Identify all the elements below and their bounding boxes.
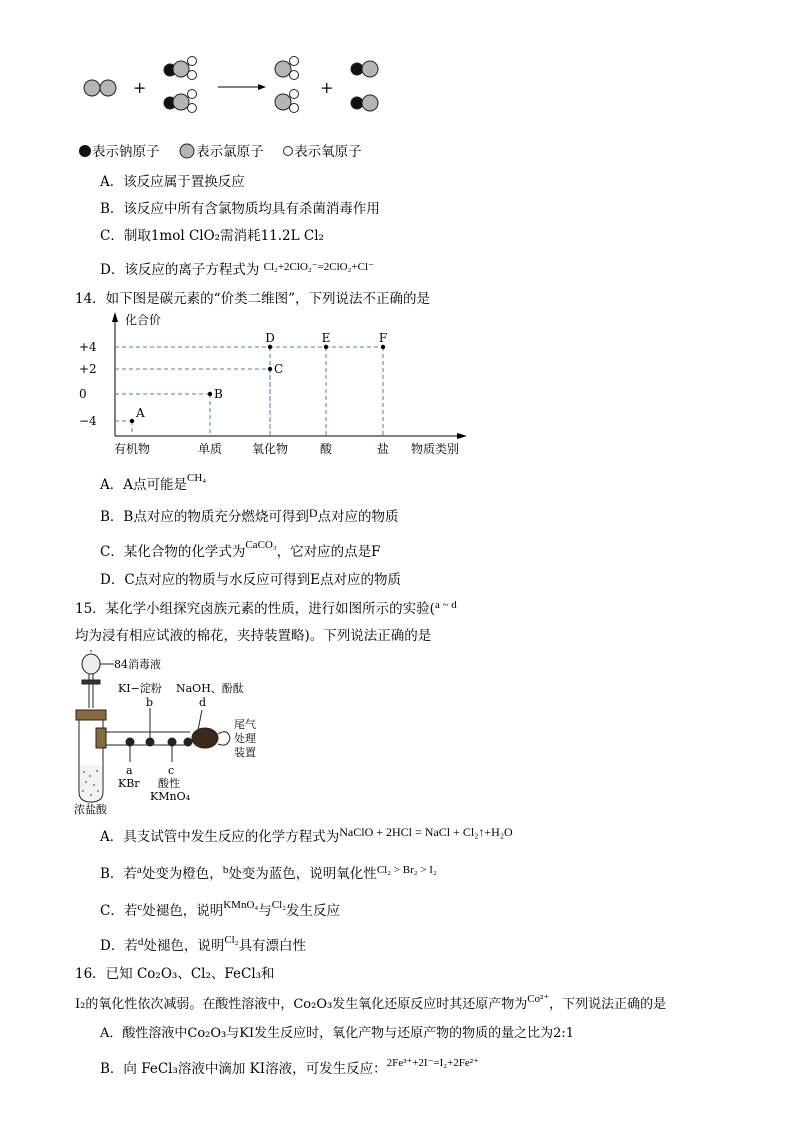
q14-stem: 14．如下图是碳元素的“价类二维图”，下列说法不正确的是	[75, 291, 430, 307]
q14-option-b-text1: B．B点对应的物质充分燃烧可得到	[100, 509, 309, 525]
data-point-B	[208, 392, 212, 396]
x-tick-label: 盐	[376, 442, 390, 456]
q14-option-c	[100, 540, 381, 560]
q15-option-c-formula2: Cl₂	[271, 899, 286, 911]
q16-stem-text2: ，下列说法正确的是	[549, 997, 667, 1012]
label-b: b	[146, 696, 154, 709]
q14-option-b-text2: 点对应的物质	[317, 509, 399, 525]
label-kmno4: KMnO₄	[150, 790, 190, 803]
q15-option-b-text2: 处变为橙色，	[141, 866, 223, 882]
sodium-legend-icon	[79, 145, 91, 157]
label-kbr: KBr	[118, 777, 140, 790]
data-point-F	[381, 345, 385, 349]
q13-option-d-formula: Cl₂+2ClO₂⁻=2ClO₂+Cl⁻	[263, 261, 374, 273]
x-tick-label: 氧化物	[251, 442, 289, 456]
svg-text:+: +	[133, 78, 147, 97]
oxygen-atom	[188, 104, 197, 113]
q14-option-d: D．C点对应的物质与水反应可得到E点对应的物质	[100, 572, 402, 588]
q15-option-d-text2: 处褪色，说明	[143, 938, 225, 954]
q15-option-a	[100, 825, 513, 845]
q16-stem-line2	[75, 993, 666, 1012]
label-ki: KI−淀粉	[118, 682, 162, 695]
cotton-d	[184, 738, 192, 746]
y-tick-label: +2	[79, 362, 97, 376]
chlorine-atom	[173, 94, 189, 110]
q15-option-b-text3: 处变为蓝色，说明氧化性	[228, 866, 377, 882]
data-label-F: F	[378, 331, 388, 345]
q15-option-c-text1: C．若	[100, 903, 138, 919]
q15-option-b-text1: B．若	[100, 866, 137, 882]
chlorine-legend-icon	[180, 144, 194, 158]
q15-option-c-text4: 发生反应	[285, 903, 340, 919]
data-label-C: C	[274, 362, 284, 376]
q14-option-a-formula: CH₄	[187, 472, 207, 484]
cotton-b	[146, 738, 154, 746]
x-tick-label: 有机物	[113, 442, 151, 456]
x-tick-label: 单质	[197, 442, 223, 456]
label-tail1: 尾气	[234, 718, 256, 731]
q15-option-b	[100, 862, 437, 882]
apparatus-diagram	[70, 650, 310, 815]
data-label-D: D	[265, 331, 275, 345]
q13-option-c: C．制取1mol ClO₂需消耗11.2L Cl₂	[100, 228, 324, 244]
oxygen-atom	[290, 90, 299, 99]
oxygen-atom	[290, 57, 299, 66]
chlorine-atom	[362, 95, 378, 111]
chlorine-atom	[275, 94, 291, 110]
q13-option-a: A．该反应属于置换反应	[100, 174, 245, 190]
data-point-E	[324, 345, 328, 349]
q15-option-b-formula: Cl₂ > Br₂ > I₂	[376, 864, 437, 876]
label-naoh: NaOH、酚酞	[176, 682, 244, 695]
q15-option-d-d: d	[137, 936, 144, 948]
q14-option-c-formula: CaCO₃	[245, 539, 277, 551]
chlorine-atom	[362, 61, 378, 77]
data-point-C	[268, 367, 272, 371]
label-d: d	[199, 696, 207, 709]
q14-option-c-text1: C．某化合物的化学式为	[100, 544, 246, 560]
q16-option-b-text: B．向 FeCl₃溶液中滴加 KI溶液，可发生反应：	[100, 1061, 387, 1077]
q13-option-b: B．该反应中所有含氯物质均具有杀菌消毒作用	[100, 201, 380, 217]
legend-sodium: 表示钠原子	[92, 144, 160, 160]
q15-option-d-formula: Cl₂	[224, 934, 239, 946]
rubber-stopper	[76, 710, 106, 720]
q15-option-d	[100, 934, 306, 954]
q14-option-a-text: A．A点可能是	[100, 477, 187, 493]
q16-option-b	[100, 1057, 479, 1077]
q14-option-b	[100, 505, 399, 525]
label-a: a	[126, 764, 133, 777]
cotton-a	[126, 738, 134, 746]
label-c: c	[168, 764, 175, 777]
x-tick-label: 酸	[319, 442, 333, 456]
q14-option-c-text2: ，它对应的点是F	[276, 544, 381, 560]
svg-text:+: +	[320, 78, 334, 97]
y-tick-label: 0	[79, 387, 87, 401]
q15-option-b-b: b	[222, 864, 229, 876]
q16-option-a: A．酸性溶液中Co₂O₃与KI发生反应时，氧化产物与还原产物的物质的量之比为2:1	[100, 1026, 575, 1041]
label-hcl: 浓盐酸	[74, 803, 107, 815]
data-label-E: E	[321, 331, 331, 345]
y-axis-label: 化合价	[125, 313, 162, 327]
q15-stem-line2: 均为浸有相应试液的棉花，夹持装置略)。下列说法正确的是	[75, 628, 432, 644]
q13-option-d	[100, 258, 374, 278]
label-tail2: 处理	[234, 732, 256, 745]
y-tick-label: +4	[79, 340, 97, 354]
legend-chlorine: 表示氯原子	[196, 144, 264, 160]
q15-option-c	[100, 899, 340, 919]
y-tick-label: −4	[79, 414, 97, 428]
q15-option-c-text2: 处褪色，说明	[142, 903, 224, 919]
q14-option-a	[100, 473, 206, 493]
chlorine-atom	[275, 61, 291, 77]
q15-option-c-formula1: KMnO₄	[223, 899, 259, 911]
q16-stem-formula: Co²⁺	[527, 993, 550, 1005]
q14-option-b-formula: D	[308, 506, 318, 520]
q15-option-a-text: A．具支试管中发生反应的化学方程式为	[100, 829, 340, 845]
q15-option-d-text1: D．若	[100, 938, 138, 954]
q15-stem-text: 15．某化学小组探究卤族元素的性质，进行如图所示的实验(	[75, 601, 435, 617]
q16-stem-text: I₂的氧化性依次减弱。在酸性溶液中，Co₂O₃发生氧化还原反应时其还原产物为	[75, 997, 528, 1012]
chlorine-atom	[84, 80, 100, 96]
label-bleach: 84消毒液	[114, 658, 161, 671]
oxygen-atom	[188, 57, 197, 66]
oxygen-atom	[188, 90, 197, 99]
q16-option-b-formula: 2Fe³⁺+2I⁻=I₂+2Fe²⁺	[386, 1057, 479, 1069]
oxygen-atom	[188, 71, 197, 80]
q15-option-b-a: a	[136, 864, 142, 876]
legend-oxygen: 表示氧原子	[294, 144, 362, 160]
q15-option-a-formula: NaClO + 2HCl = NaCl + Cl₂↑+H₂O	[339, 825, 513, 839]
valence-category-chart	[75, 310, 475, 460]
chlorine-atom	[173, 61, 189, 77]
sodium-atom	[351, 97, 363, 109]
q15-option-c-text3: 与	[258, 903, 272, 919]
sodium-atom	[351, 63, 363, 75]
q15-stem-formula: a ~ d	[434, 599, 457, 611]
q15-option-c-c: c	[137, 901, 143, 913]
separatory-funnel	[82, 654, 100, 674]
atom-legend	[78, 140, 362, 160]
data-label-B: B	[214, 387, 223, 401]
data-point-A	[130, 419, 134, 423]
data-point-D	[268, 345, 272, 349]
oxygen-legend-icon	[284, 147, 293, 156]
q16-stem-line1: 16．已知 Co₂O₃、Cl₂、FeCl₃和	[75, 966, 275, 982]
cotton-c	[168, 738, 176, 746]
q13-option-d-text: D．该反应的离子方程式为	[100, 262, 260, 278]
reaction-diagram	[78, 52, 398, 122]
chlorine-atom	[100, 80, 116, 96]
oxygen-atom	[290, 71, 299, 80]
q15-stem-line1	[75, 597, 457, 617]
data-label-A: A	[136, 406, 145, 420]
q15-option-d-text3: 具有漂白性	[238, 938, 307, 954]
label-acidic: 酸性	[158, 777, 180, 790]
oxygen-atom	[290, 104, 299, 113]
label-tail3: 装置	[234, 746, 256, 759]
x-axis-label: 物质类别	[411, 442, 460, 456]
bulb	[192, 728, 218, 748]
